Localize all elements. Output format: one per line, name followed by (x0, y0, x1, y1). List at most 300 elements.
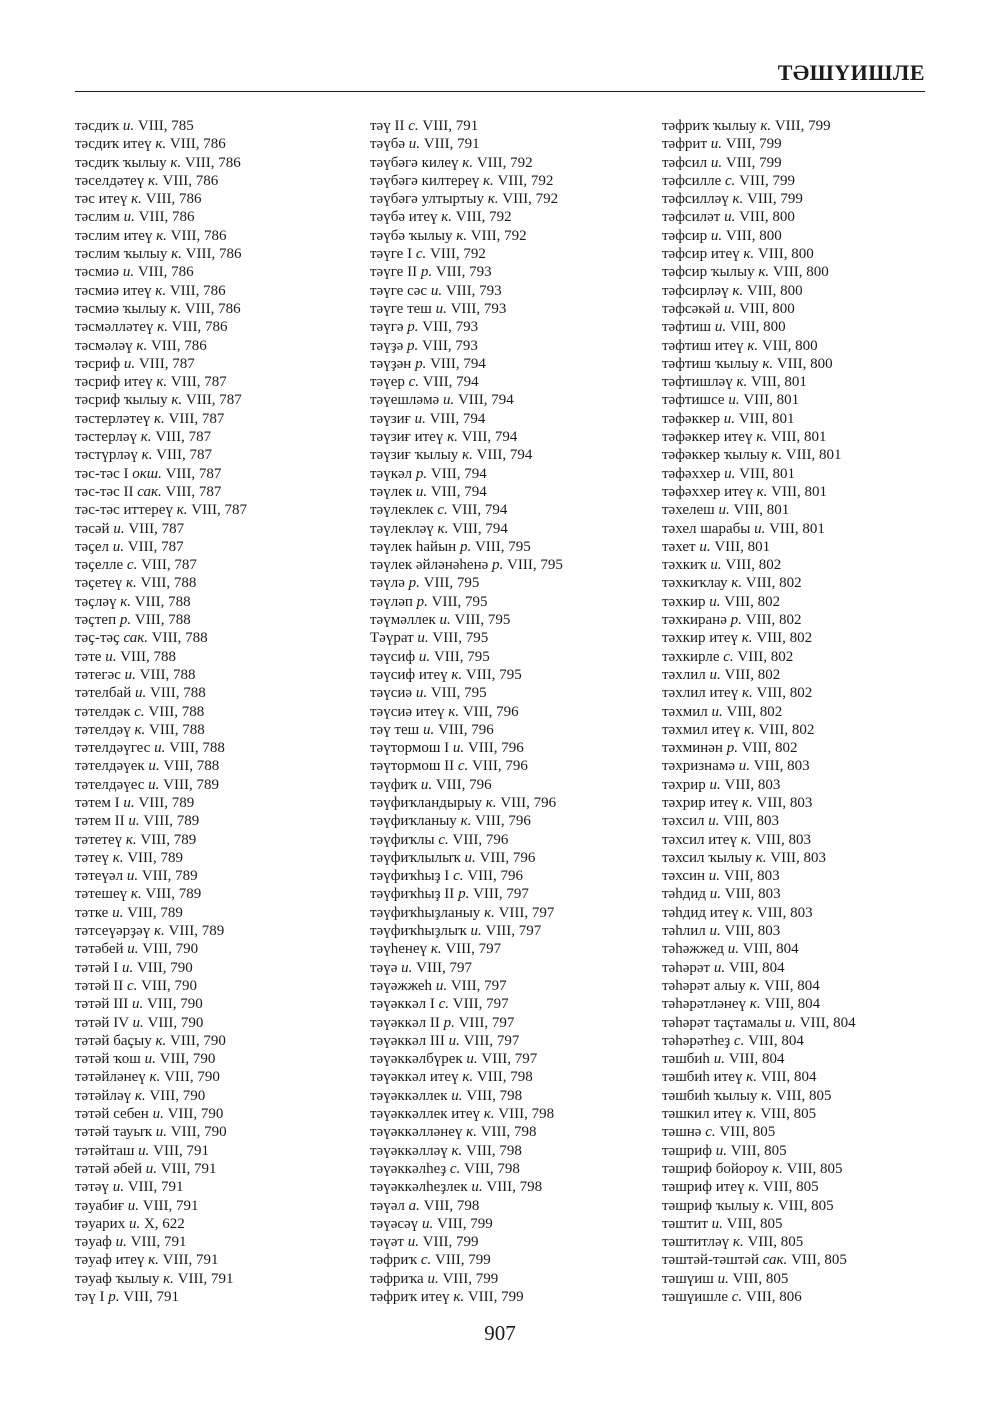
index-entry (370, 227, 655, 245)
entry-volume-page: VIII, 805 (719, 1124, 776, 1141)
entry-volume-page: VIII, 804 (764, 996, 821, 1013)
entry-volume-page: VIII, 799 (442, 1270, 499, 1287)
entry-headword: тәте (75, 648, 102, 665)
entry-volume-page: VIII, 797 (452, 996, 509, 1013)
index-entry (75, 648, 360, 666)
entry-headword: тәуарих (75, 1215, 126, 1232)
entry-part-of-speech: окш. (132, 465, 162, 482)
entry-volume-page: VIII, 785 (137, 118, 194, 134)
index-entry (75, 940, 360, 958)
entry-headword: тәһлил (662, 923, 706, 940)
entry-part-of-speech: и. (421, 1215, 434, 1232)
entry-volume-page: VIII, 802 (745, 612, 802, 629)
entry-volume-page: VIII, 796 (475, 813, 531, 830)
index-entry (75, 1215, 360, 1233)
index-entry (662, 483, 947, 501)
entry-part-of-speech: к. (732, 191, 744, 208)
entry-volume-page: VIII, 802 (725, 557, 782, 574)
index-entry (370, 1142, 655, 1160)
entry-headword: тәүәккәл III (370, 1032, 445, 1049)
entry-part-of-speech: и. (148, 758, 160, 775)
entry-headword: тәфсир итеү (662, 246, 740, 263)
entry-volume-page: VIII, 801 (769, 520, 825, 537)
entry-headword: тәүбәгә ултыртыу (370, 191, 484, 208)
entry-headword: тәүмәллек (370, 612, 436, 629)
entry-headword: тәсәй (75, 520, 110, 537)
entry-volume-page: VIII, 789 (140, 831, 197, 848)
entry-volume-page: VIII, 788 (120, 648, 177, 665)
entry-part-of-speech: к. (176, 502, 188, 519)
index-entry (75, 1068, 360, 1086)
entry-part-of-speech: и. (711, 1215, 723, 1232)
entry-headword: тәү II (370, 118, 405, 134)
entry-part-of-speech: к. (126, 575, 137, 592)
entry-headword: тәсдиҡ (75, 118, 120, 134)
entry-volume-page: VIII, 799 (436, 1215, 493, 1232)
entry-volume-page: VIII, 791 (423, 136, 480, 153)
entry-part-of-speech: к. (120, 593, 132, 610)
entry-volume-page: VIII, 794 (430, 355, 486, 372)
entry-part-of-speech: и. (708, 813, 720, 830)
entry-headword: тәүәсәү (370, 1215, 419, 1232)
entry-part-of-speech: и. (442, 392, 455, 409)
entry-headword: тәтешеү (75, 886, 128, 903)
entry-part-of-speech: и. (145, 1160, 157, 1177)
entry-volume-page: VIII, 797 (458, 1014, 515, 1031)
entry-headword: тәтелдәүгес (75, 740, 151, 757)
entry-volume-page: VIII, 790 (149, 1087, 206, 1104)
entry-headword: тәһәрәтһеҙ (662, 1032, 731, 1049)
entry-volume-page: VIII, 798 (466, 1087, 523, 1104)
index-entry (75, 520, 360, 538)
index-entry (662, 190, 947, 208)
entry-part-of-speech: и. (144, 1051, 156, 1068)
entry-part-of-speech: с. (705, 1124, 716, 1141)
index-entry (662, 337, 947, 355)
entry-headword: тәшриф ҡылыу (662, 1197, 760, 1214)
entry-volume-page: VIII, 804 (742, 941, 799, 958)
entry-headword: тәстерләтеү (75, 410, 151, 427)
index-entry (370, 1087, 655, 1105)
index-entry (662, 1014, 947, 1032)
index-entry (662, 611, 947, 629)
entry-headword: тәшүишле (662, 1289, 728, 1305)
entry-part-of-speech: и. (415, 685, 428, 702)
index-entry (370, 629, 655, 647)
entry-volume-page: VIII, 803 (756, 904, 813, 921)
index-entry (75, 629, 360, 647)
entry-part-of-speech: и. (466, 1051, 478, 1068)
entry-volume-page: VIII, 786 (137, 264, 194, 281)
entry-volume-page: VIII, 805 (762, 1179, 819, 1196)
entry-headword: тәүер (370, 374, 405, 391)
index-entry (75, 1270, 360, 1288)
entry-headword: тәфсир (662, 227, 708, 244)
entry-volume-page: VIII, 786 (138, 209, 195, 226)
index-entry (662, 940, 947, 958)
index-entry (662, 812, 947, 830)
index-entry (75, 501, 360, 519)
entry-volume-page: VIII, 798 (498, 1106, 555, 1123)
entry-headword: тәтелдәк (75, 703, 131, 720)
entry-part-of-speech: и. (727, 941, 739, 958)
entry-volume-page: VIII, 800 (738, 300, 795, 317)
index-entry (75, 117, 360, 135)
index-entry (75, 1123, 360, 1141)
index-entry (370, 812, 655, 830)
entry-headword: тәтелдәүек (75, 758, 145, 775)
entry-volume-page: VIII, 792 (455, 209, 512, 226)
entry-volume-page: VIII, 788 (134, 612, 191, 629)
entry-part-of-speech: и. (127, 941, 139, 958)
entry-part-of-speech: и. (112, 904, 124, 921)
entry-part-of-speech: и. (122, 118, 135, 134)
entry-part-of-speech: р. (108, 1289, 120, 1305)
entry-headword: тәтсеүәрҙәү (75, 923, 151, 940)
entry-headword: тәтәй себен (75, 1106, 149, 1123)
entry-headword: тәүфиҡ (370, 776, 418, 793)
page-number: 907 (484, 1321, 516, 1345)
entry-part-of-speech: к. (147, 172, 159, 189)
index-entry (662, 959, 947, 977)
entry-volume-page: VIII, 786 (162, 172, 219, 189)
entry-part-of-speech: и. (414, 410, 426, 427)
entry-volume-page: VIII, 801 (771, 483, 827, 500)
entry-volume-page: VIII, 786 (170, 227, 227, 244)
entry-part-of-speech: к. (746, 1069, 757, 1086)
index-entry (370, 520, 655, 538)
entry-part-of-speech: к. (125, 831, 137, 848)
index-entry (662, 465, 947, 483)
entry-headword: тәхелеш (662, 502, 715, 519)
entry-part-of-speech: к. (112, 849, 124, 866)
entry-headword: тәфсилле (662, 172, 722, 189)
entry-volume-page: VIII, 801 (743, 392, 800, 409)
entry-headword: тәсмиә (75, 264, 120, 281)
index-entry (662, 721, 947, 739)
entry-volume-page: VIII, 792 (497, 172, 554, 189)
index-entry (370, 1197, 655, 1215)
entry-part-of-speech: и. (710, 154, 723, 171)
index-entry (75, 172, 360, 190)
index-entry (662, 849, 947, 867)
entry-headword: тәтелбай (75, 685, 132, 702)
entry-headword: тәсмиә ҡылыу (75, 300, 167, 317)
index-entry (75, 922, 360, 940)
entry-volume-page: VIII, 805 (760, 1106, 817, 1123)
index-entry (75, 885, 360, 903)
entry-volume-page: VIII, 790 (167, 1106, 224, 1123)
index-entry (75, 446, 360, 464)
index-entry (662, 1050, 947, 1068)
index-entry (75, 373, 360, 391)
entry-part-of-speech: и. (713, 959, 726, 976)
entry-part-of-speech: и. (407, 1234, 419, 1251)
entry-part-of-speech: к. (758, 264, 770, 281)
entry-part-of-speech: с. (438, 996, 450, 1013)
entry-headword: тәтем I (75, 794, 120, 811)
entry-part-of-speech: и. (415, 483, 428, 500)
index-entry (662, 1197, 947, 1215)
entry-part-of-speech: и. (155, 1124, 168, 1141)
index-entry (662, 995, 947, 1013)
entry-headword: тәшбиһ ҡылыу (662, 1087, 758, 1104)
entry-headword: тәтәйташ (75, 1142, 135, 1159)
entry-part-of-speech: к. (462, 447, 473, 464)
index-entry (662, 1160, 947, 1178)
entry-volume-page: VIII, 804 (760, 1069, 817, 1086)
index-entry (662, 227, 947, 245)
entry-part-of-speech: к. (772, 1160, 783, 1177)
entry-headword: тәүәккәлләнеү (370, 1124, 463, 1141)
entry-headword: тәфтишләү (662, 374, 733, 391)
index-entry (662, 739, 947, 757)
entry-headword: тәс-тәс иттереү (75, 502, 173, 519)
index-entry (75, 703, 360, 721)
index-entry (370, 538, 655, 556)
entry-part-of-speech: и. (417, 630, 429, 647)
entry-part-of-speech: и. (123, 794, 135, 811)
index-entry (75, 1233, 360, 1251)
entry-headword: тәхмил (662, 703, 708, 720)
index-entry (75, 1105, 360, 1123)
entry-headword: тәфсирләү (662, 282, 729, 299)
entry-headword: тәштит (662, 1215, 708, 1232)
entry-volume-page: VIII, 793 (445, 282, 502, 299)
entry-volume-page: VIII, 794 (452, 520, 508, 537)
entry-headword: тәүфиҡлылыҡ (370, 849, 461, 866)
entry-volume-page: VIII, 790 (170, 1032, 226, 1049)
entry-part-of-speech: к. (755, 849, 767, 866)
index-entry (662, 1032, 947, 1050)
entry-part-of-speech: и. (718, 502, 730, 519)
entry-part-of-speech: с. (731, 1289, 743, 1305)
entry-volume-page: VIII, 790 (170, 1124, 227, 1141)
entry-headword: тәхкиранә (662, 612, 727, 629)
entry-volume-page: VIII, 787 (165, 483, 222, 500)
index-entry (75, 574, 360, 592)
index-entry (75, 1197, 360, 1215)
entry-volume-page: VIII, 802 (741, 740, 798, 757)
entry-headword: тәҫел (75, 538, 110, 555)
entry-volume-page: VIII, 804 (748, 1032, 804, 1049)
entry-part-of-speech: к. (437, 520, 449, 537)
entry-headword: тәхризнамә (662, 758, 736, 775)
index-entry (662, 117, 947, 135)
entry-part-of-speech: с. (723, 648, 734, 665)
index-entry (370, 1050, 655, 1068)
entry-volume-page: VIII, 789 (145, 886, 202, 903)
entry-volume-page: VIII, 799 (422, 1234, 479, 1251)
entry-headword: тәүәккәллек (370, 1087, 448, 1104)
index-entry (662, 135, 947, 153)
entry-volume-page: VIII, 788 (149, 685, 206, 702)
entry-headword: тәфсил (662, 154, 708, 171)
entry-volume-page: VIII, 803 (755, 831, 812, 848)
entry-part-of-speech: и. (709, 666, 721, 683)
entry-headword: тәү I (75, 1289, 105, 1305)
index-entry (370, 282, 655, 300)
index-entry (662, 648, 947, 666)
index-entry (662, 1288, 947, 1306)
entry-volume-page: VIII, 802 (758, 721, 815, 738)
entry-part-of-speech: к. (155, 1032, 167, 1049)
entry-part-of-speech: сак. (123, 630, 149, 647)
index-column-middle (370, 117, 655, 1306)
entry-volume-page: VIII, 787 (128, 520, 185, 537)
entry-headword: тәүәккәлһеҙ (370, 1160, 447, 1177)
entry-volume-page: VIII, 801 (714, 538, 771, 555)
entry-headword: тәүлеклек (370, 502, 434, 519)
entry-volume-page: VIII, 795 (431, 593, 488, 610)
entry-volume-page: VIII, 790 (136, 959, 193, 976)
index-entry (370, 446, 655, 464)
entry-part-of-speech: к. (483, 1106, 495, 1123)
index-entry (662, 1215, 947, 1233)
entry-part-of-speech: и. (439, 612, 451, 629)
entry-part-of-speech: к. (482, 172, 494, 189)
entry-headword: тәтәйләү (75, 1087, 132, 1104)
index-entry (75, 538, 360, 556)
entry-headword: тәүзиғ ҡылыу (370, 447, 459, 464)
entry-headword: тәтегәс (75, 666, 121, 683)
entry-headword: тәүзиғ (370, 410, 411, 427)
entry-headword: тәфрит (662, 136, 708, 153)
index-entry (75, 1251, 360, 1269)
entry-volume-page: VIII, 793 (422, 337, 478, 354)
entry-part-of-speech: к. (140, 429, 152, 446)
entry-part-of-speech: и. (154, 740, 166, 757)
entry-part-of-speech: и. (709, 886, 722, 903)
entry-headword: тәфсир ҡылыу (662, 264, 755, 281)
index-entry (662, 684, 947, 702)
entry-volume-page: VIII, 791 (177, 1270, 234, 1287)
index-entry (662, 501, 947, 519)
entry-part-of-speech: и. (711, 703, 723, 720)
entry-headword: тәфсилләү (662, 191, 729, 208)
index-entry (75, 190, 360, 208)
entry-headword: тәүфиҡланыу (370, 813, 457, 830)
entry-volume-page: VIII, 803 (753, 758, 810, 775)
entry-headword: тәфәккер ҡылыу (662, 447, 768, 464)
index-entry (370, 959, 655, 977)
entry-headword: тәүфиҡһыҙланыу (370, 904, 481, 921)
entry-headword: тәтәй III (75, 996, 129, 1013)
index-entry (75, 391, 360, 409)
entry-part-of-speech: к. (740, 831, 752, 848)
entry-volume-page: VIII, 791 (123, 1289, 180, 1305)
entry-part-of-speech: к. (447, 429, 458, 446)
index-entry (75, 684, 360, 702)
index-entry (662, 1233, 947, 1251)
entry-headword: тәслим итеү (75, 227, 153, 244)
entry-volume-page: VIII, 796 (500, 794, 557, 811)
index-entry (662, 556, 947, 574)
entry-volume-page: VIII, 789 (138, 794, 195, 811)
entry-volume-page: VIII, 790 (142, 941, 199, 958)
index-entry (662, 977, 947, 995)
entry-part-of-speech: к. (453, 1289, 465, 1305)
entry-part-of-speech: к. (134, 721, 146, 738)
entry-part-of-speech: к. (736, 374, 748, 391)
entry-part-of-speech: и. (132, 1014, 144, 1031)
entry-part-of-speech: и. (713, 1051, 725, 1068)
index-entry (662, 1270, 947, 1288)
entry-volume-page: VIII, 800 (725, 227, 782, 244)
index-entry (662, 538, 947, 556)
index-entry (662, 794, 947, 812)
entry-headword: тәүсиф итеү (370, 666, 448, 683)
entry-volume-page: VIII, 797 (498, 904, 555, 921)
entry-headword: тәхет (662, 538, 696, 555)
entry-volume-page: VIII, 797 (445, 941, 502, 958)
index-entry (662, 629, 947, 647)
entry-volume-page: VIII, 787 (127, 538, 184, 555)
index-entry (662, 593, 947, 611)
entry-part-of-speech: и. (724, 209, 736, 226)
entry-headword: тәүешләмә (370, 392, 440, 409)
entry-headword: тәуабиғ (75, 1197, 124, 1214)
index-entry (662, 172, 947, 190)
entry-headword: тәүәккәлбүрек (370, 1051, 463, 1068)
entry-volume-page: VIII, 796 (437, 721, 494, 738)
entry-part-of-speech: и. (717, 1270, 729, 1287)
entry-part-of-speech: к. (761, 1087, 772, 1104)
entry-volume-page: VIII, 803 (770, 849, 827, 866)
entry-volume-page: VIII, 799 (725, 136, 782, 153)
entry-volume-page: VIII, 801 (770, 429, 827, 446)
entry-part-of-speech: к. (756, 483, 768, 500)
index-entry (662, 904, 947, 922)
entry-volume-page: VIII, 805 (747, 1234, 804, 1251)
entry-volume-page: VIII, 787 (138, 355, 195, 372)
entry-volume-page: VIII, 786 (184, 300, 241, 317)
entry-headword: тәүәккәлләү (370, 1142, 448, 1159)
entry-volume-page: VIII, 788 (169, 740, 225, 757)
entry-headword: тәҫелле (75, 557, 124, 574)
entry-headword: тәүбәгә килтереү (370, 172, 480, 189)
entry-headword: тәхминән (662, 740, 723, 757)
entry-headword: тәһәрәт (662, 959, 711, 976)
entry-headword: тәтелдәүес (75, 776, 145, 793)
entry-volume-page: VIII, 794 (422, 374, 479, 391)
entry-volume-page: VIII, 790 (146, 996, 203, 1013)
entry-part-of-speech: к. (430, 941, 442, 958)
entry-volume-page: VIII, 790 (147, 1014, 204, 1031)
entry-headword: тәҫтеп (75, 612, 117, 629)
entry-part-of-speech: и. (451, 1087, 463, 1104)
entry-part-of-speech: с. (415, 246, 427, 263)
index-entry (75, 593, 360, 611)
index-entry (370, 922, 655, 940)
entry-headword: тәхкир (662, 593, 706, 610)
entry-volume-page: VIII, 788 (139, 666, 196, 683)
entry-headword: тәсмиә итеү (75, 282, 152, 299)
entry-volume-page: VIII, 791 (127, 1179, 184, 1196)
entry-volume-page: VIII, 801 (785, 447, 842, 464)
index-entry (370, 355, 655, 373)
index-entry (75, 483, 360, 501)
entry-headword: тәшүиш (662, 1270, 714, 1287)
index-entry (370, 245, 655, 263)
entry-part-of-speech: р. (415, 465, 428, 482)
index-entry (370, 574, 655, 592)
entry-headword: тәхлил (662, 666, 706, 683)
entry-headword: тәүләп (370, 593, 413, 610)
entry-headword: тәүзиғ итеү (370, 429, 444, 446)
entry-part-of-speech: р. (416, 593, 428, 610)
entry-headword: тәс итеү (75, 191, 128, 208)
